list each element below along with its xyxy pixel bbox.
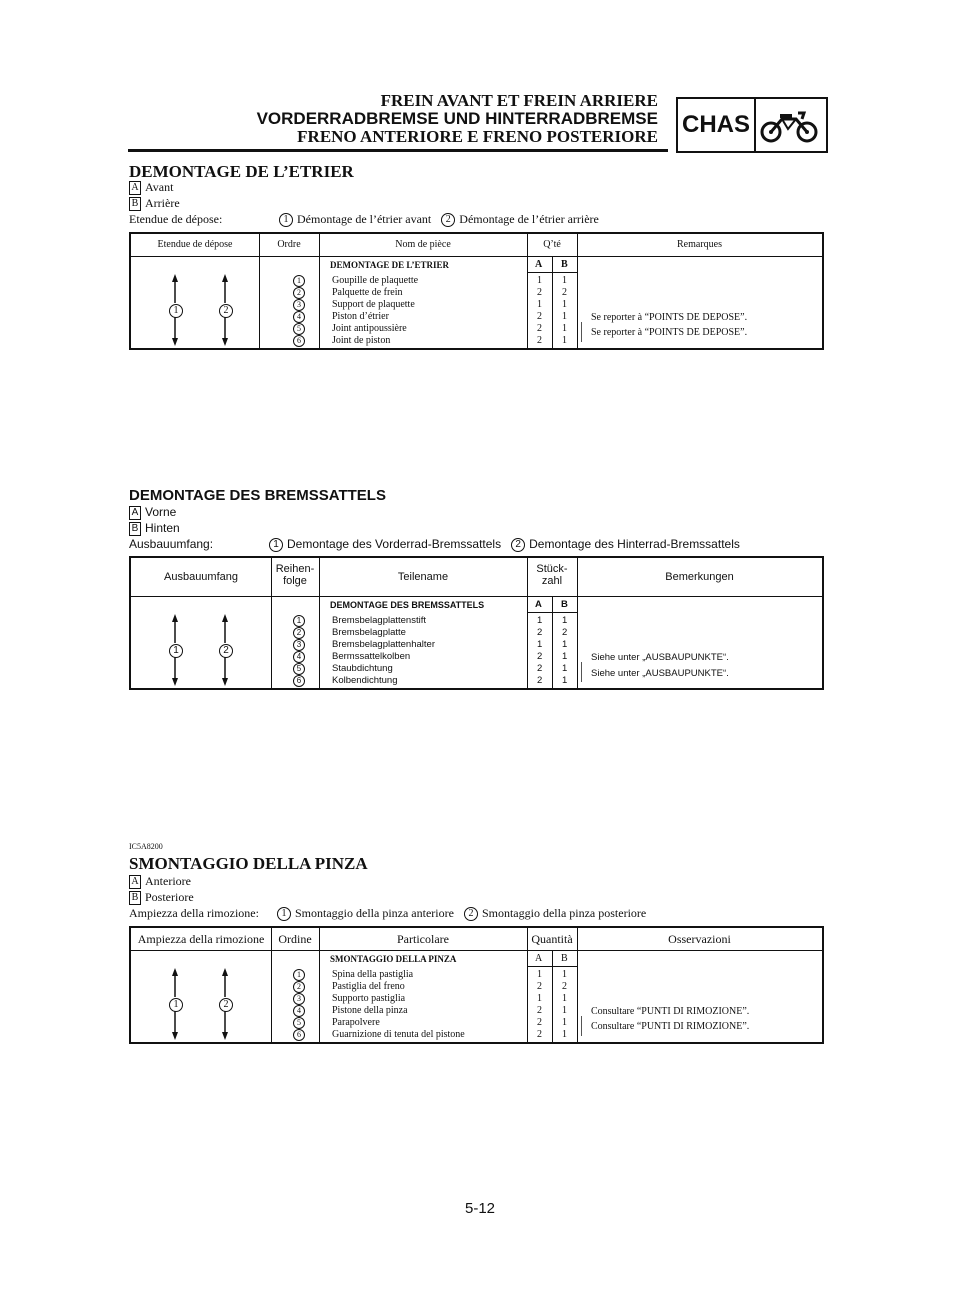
it-th-scope: Ampiezza della rimozione [137,932,265,946]
de-row-a: 2 [537,627,543,638]
fr-brace [581,322,588,342]
fr-row-name: Piston d’étrier [332,311,389,322]
it-remark-1: Consultare “PUNTI DI RIMOZIONE”. [591,1006,750,1017]
de-a-marker: A [129,506,141,520]
it-row-a: 1 [537,969,542,980]
de-remark-2: Siehe unter „AUSBAUPUNKTE“. [591,668,729,679]
it-row-b: 1 [562,1005,567,1016]
it-row-number: 5 [293,1017,305,1029]
fr-row-b: 1 [562,311,567,322]
it-scope-2: Smontaggio della pinza posteriore [481,906,647,920]
fr-row-b: 2 [562,287,567,298]
fr-table [129,232,824,350]
it-arrow-1-label: 1 [169,998,183,1012]
de-row-a: 1 [537,615,543,626]
motorcycle-icon [758,105,820,145]
it-code: IC5A8200 [129,842,163,851]
it-row-name: Pastiglia del freno [332,981,405,992]
it-row-a: 2 [537,981,542,992]
fr-row-name: Goupille de plaquette [332,275,419,286]
de-col-b: B [561,599,568,610]
de-b-marker: B [129,522,141,536]
it-b-marker: B [129,891,141,905]
it-row-b: 1 [562,1017,567,1028]
fr-row-name: Joint antipoussière [332,323,407,334]
section-title-de: DEMONTAGE DES BREMSSATTELS [129,487,386,504]
it-brace [581,1016,588,1036]
it-th-order: Ordine [278,932,312,946]
fr-th-qty: Q’té [543,239,561,250]
it-th-part: Particolare [397,932,449,946]
fr-scope-2: Démontage de l’étrier arrière [459,212,599,226]
fr-row-b: 1 [562,323,567,334]
fr-subhead: DEMONTAGE DE L’ETRIER [330,260,450,270]
de-row-number: 5 [293,663,305,675]
de-scope-1-num: 1 [269,538,283,552]
fr-th-part: Nom de pièce [395,239,451,250]
it-row-name: Parapolvere [332,1017,380,1028]
it-table-header [131,928,822,951]
it-row-name: Pistone della pinza [332,1005,408,1016]
fr-row-a: 2 [537,335,542,346]
de-row-a: 2 [537,663,543,674]
it-col-b: B [561,953,568,964]
fr-scope-2-num: 2 [441,213,455,227]
it-row-number: 6 [293,1029,305,1041]
it-row-number: 3 [293,993,305,1005]
fr-row-b: 1 [562,275,567,286]
it-th-qty: Quantità [531,932,573,946]
de-th-remarks: Bemerkungen [665,571,734,583]
de-row-b: 1 [562,639,568,650]
fr-col-b: B [561,259,568,270]
it-a-marker: A [129,875,141,889]
it-row-b: 1 [562,1029,567,1040]
de-row-number: 4 [293,651,305,663]
de-scope-2-num: 2 [511,538,525,552]
fr-row-number: 5 [293,323,305,335]
it-remark-2: Consultare “PUNTI DI RIMOZIONE”. [591,1021,750,1032]
fr-row-name: Support de plaquette [332,299,415,310]
de-scope-1: Demontage des Vorderrad-Bremssattels [287,537,502,551]
de-row-a: 2 [537,651,543,662]
it-arrow-2-label: 2 [219,998,233,1012]
de-row-name: Kolbendichtung [332,675,398,686]
it-row-b: 2 [562,981,567,992]
de-col-a: A [535,599,542,610]
fr-a-line [129,180,173,195]
de-scope-2: Demontage des Hinterrad-Bremssattels [529,537,740,551]
de-row-a: 2 [537,675,543,686]
de-row-name: Staubdichtung [332,663,393,674]
fr-b-marker: B [129,197,141,211]
de-row-name: Bremsbelagplattenstift [332,615,426,626]
de-a-line [129,505,176,520]
it-col-a: A [535,953,543,964]
de-th-qty-1: Stück- [536,563,568,575]
header-rule [128,149,668,152]
it-row-a: 2 [537,1005,542,1016]
it-row-name: Guarnizione di tenuta del pistone [332,1029,465,1040]
fr-row-number: 1 [293,275,305,287]
de-th-qty [527,563,577,587]
fr-col-a: A [535,259,543,270]
fr-b-line [129,196,180,211]
fr-row-name: Palquette de frein [332,287,403,298]
fr-scope-1: Démontage de l’étrier avant [297,212,432,226]
de-scope-line [129,537,740,552]
fr-th-scope: Etendue de dépose [157,239,233,250]
it-row-b: 1 [562,969,567,980]
fr-row-number: 2 [293,287,305,299]
de-remark-1: Siehe unter „AUSBAUPUNKTE“. [591,652,729,663]
page-number: 5-12 [464,1200,496,1217]
it-table [129,926,824,1044]
fr-a-marker: A [129,181,141,195]
chas-badge [676,97,828,153]
de-row-a: 1 [537,639,543,650]
it-row-number: 4 [293,1005,305,1017]
de-th-order-2: folge [283,575,307,587]
fr-arrow-2-label: 2 [219,304,233,318]
fr-row-a: 2 [537,287,542,298]
de-arrow-1-label: 1 [169,644,183,658]
de-row-name: Bermssattelkolben [332,651,411,662]
de-row-number: 2 [293,627,305,639]
fr-scope-1-num: 1 [279,213,293,227]
fr-row-a: 2 [537,323,542,334]
it-th-remarks: Osservazioni [668,932,731,946]
it-row-name: Supporto pastiglia [332,993,406,1004]
chas-label: CHAS [678,99,756,151]
de-subhead: DEMONTAGE DES BREMSSATTELS [330,600,485,610]
it-scope-1: Smontaggio della pinza anteriore [295,906,454,920]
de-row-number: 3 [293,639,305,651]
de-b-label: Hinten [145,521,180,535]
fr-scope-line [129,212,599,227]
fr-row-number: 4 [293,311,305,323]
it-scope-line [129,906,646,921]
de-row-b: 1 [562,651,568,662]
de-a-label: Vorne [145,505,177,519]
de-row-b: 2 [562,627,568,638]
fr-row-a: 1 [537,275,542,286]
de-th-order-1: Reihen- [275,563,315,575]
it-a-label: Anteriore [145,874,191,888]
fr-scope-label: Etendue de dépose: [129,212,223,226]
it-row-b: 1 [562,993,567,1004]
it-row-name: Spina della pastiglia [332,969,414,980]
fr-th-order: Ordre [277,239,301,250]
fr-a-label: Avant [145,180,174,194]
de-row-b: 1 [562,663,568,674]
section-title-fr: DEMONTAGE DE L’ETRIER [129,162,354,181]
fr-th-remarks: Remarques [677,239,722,250]
it-row-number: 2 [293,981,305,993]
de-table [129,556,824,690]
de-th-qty-2: zahl [541,575,563,587]
fr-row-a: 2 [537,311,542,322]
it-row-a: 2 [537,1029,542,1040]
header-title-it: FRENO ANTERIORE E FRENO POSTERIORE [297,127,658,146]
fr-row-number: 3 [293,299,305,311]
fr-table-header [131,234,822,257]
de-row-number: 1 [293,615,305,627]
it-subhead: SMONTAGGIO DELLA PINZA [330,954,457,964]
it-a-line [129,874,191,889]
it-row-number: 1 [293,969,305,981]
de-b-line [129,521,180,536]
fr-row-a: 1 [537,299,542,310]
de-table-header [131,558,822,597]
de-th-part: Teilename [397,571,449,583]
de-row-number: 6 [293,675,305,687]
de-th-scope: Ausbauumfang [164,571,238,583]
fr-remark-2: Se reporter à “POINTS DE DEPOSE”. [591,327,748,338]
de-row-b: 1 [562,615,568,626]
it-scope-2-num: 2 [464,907,478,921]
de-arrow-2-label: 2 [219,644,233,658]
it-row-a: 2 [537,1017,542,1028]
fr-row-b: 1 [562,299,567,310]
de-scope-label: Ausbauumfang: [129,537,214,551]
de-row-name: Bremsbelagplattenhalter [332,639,435,650]
it-scope-1-num: 1 [277,907,291,921]
fr-row-name: Joint de piston [332,335,391,346]
it-b-line [129,890,194,905]
header-title-fr: FREIN AVANT ET FREIN ARRIERE [380,91,658,110]
fr-arrow-1-label: 1 [169,304,183,318]
fr-row-b: 1 [562,335,567,346]
it-b-label: Posteriore [145,890,194,904]
fr-b-label: Arrière [145,196,180,210]
de-th-order [271,563,319,587]
fr-remark-1: Se reporter à “POINTS DE DEPOSE”. [591,312,748,323]
header-title-de: VORDERRADBREMSE UND HINTERRADBREMSE [256,109,658,128]
de-row-b: 1 [562,675,568,686]
de-row-name: Bremsbelagplatte [332,627,406,638]
section-title-it: SMONTAGGIO DELLA PINZA [129,854,368,873]
it-row-a: 1 [537,993,542,1004]
fr-row-number: 6 [293,335,305,347]
it-scope-label: Ampiezza della rimozione: [129,906,259,920]
de-brace [581,662,588,682]
